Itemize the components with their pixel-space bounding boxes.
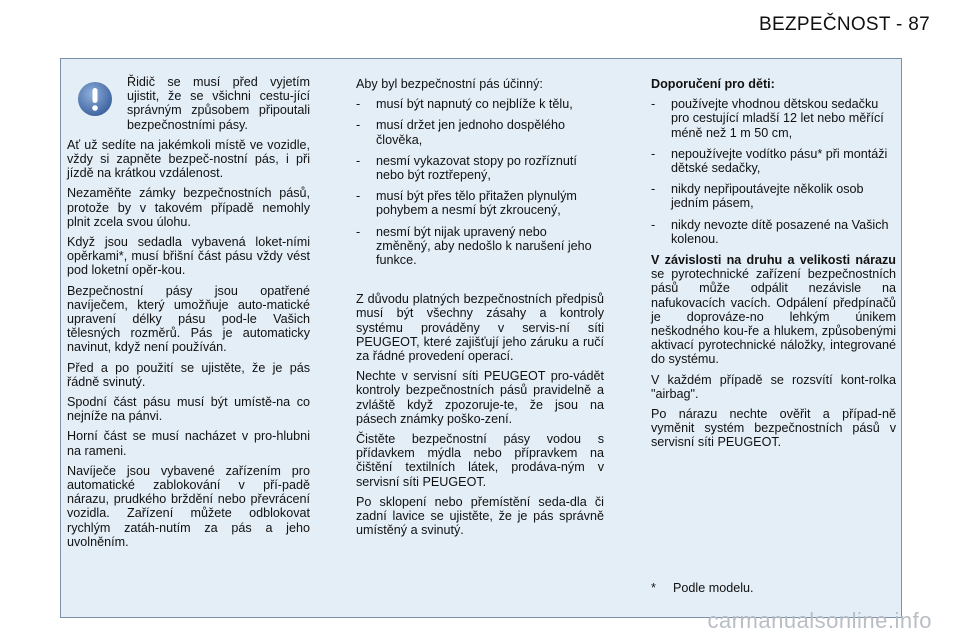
footnote-star: * [651, 581, 656, 595]
list-item: - nepoužívejte vodítko pásu* při montáži dětské sedačky, [651, 147, 896, 175]
list-item: - nesmí vykazovat stopy po rozříznutí nebo být roztřepený, [356, 154, 604, 182]
paragraph: Spodní část pásu musí být umístě-na co nejníže na pánvi. [67, 395, 310, 424]
paragraph: Čistěte bezpečnostní pásy vodou s přídavkem mýdla nebo přípravkem na čištění textilních látek, prodáva-ným v servisní síti PEUGEOT. [356, 432, 604, 489]
list-item: - nikdy nevozte dítě posazené na Vašich kolenou. [651, 218, 896, 246]
requirements-list [356, 97, 604, 267]
exclamation-circle-icon [77, 81, 113, 117]
column-left [67, 75, 310, 555]
warning-text: Řidič se musí před vyjetím ujistit, že se všichni cestu-jící správným způsobem připoutali bezpečnostními pásy. [127, 75, 310, 132]
paragraph: V každém případě se rozsvítí kont-rolka "airbag". [651, 372, 896, 401]
paragraph: Z důvodu platných bezpečnostních předpisů musí být všechny zásahy a kontroly systému prováděny v servis-ní síti PEUGEOT, které zajišťují jeho záruku a ručí za řádné provedení operací. [356, 292, 604, 364]
list-item: - musí držet jen jednoho dospělého člověka, [356, 118, 604, 146]
list-item: - používejte vhodnou dětskou sedačku pro cestující mladší 12 let nebo měřící méně než 1 m 50 cm, [651, 97, 896, 140]
footnote-text: Podle modelu. [673, 581, 754, 595]
paragraph: Po nárazu nechte ověřit a případ-ně vyměnit systém bezpečnostních pásů v servisní síti PEUGEOT. [651, 407, 896, 450]
paragraph: Před a po použití se ujistěte, že je pás řádně svinutý. [67, 360, 310, 389]
column-right [651, 77, 896, 456]
impact-bold: V závislosti na druhu a velikosti nárazu [651, 253, 896, 268]
paragraph: Po sklopení nebo přemístění seda-dla či zadní lavice se ujistěte, že je pás správně umístěný a svinutý. [356, 494, 604, 538]
list-item: - musí být přes tělo přitažen plynulým pohybem a nesmí být zkroucený, [356, 189, 604, 217]
impact-text: se pyrotechnické zařízení bezpečnostních pásů může odpálit nezávisle na nafukovacích vacích. Odpálení předpínačů je doprováze-no lehkým únikem neškodného kou-ře a hlukem, způsobenými aktivací pyrotechnické náložky, integrované do systému. [651, 267, 896, 367]
list-item: - nesmí být nijak upravený nebo změněný, aby nedošlo k narušení jeho funkce. [356, 225, 604, 268]
list-intro: Aby byl bezpečnostní pás účinný: [356, 77, 543, 91]
impact-paragraph [651, 253, 896, 367]
paragraph: Navíječe jsou vybavené zařízením pro automatické zablokování v pří-padě nárazu, prudkého brždění nebo převrácení vozidla. Zařízení můžete odblokovat rychlým zatáh-nutím za pás a jeho uvolněním. [67, 463, 310, 549]
children-list [651, 97, 896, 246]
paragraph: Nechte v servisní síti PEUGEOT pro-vádět kontroly bezpečnostních pásů pravidelně a zvláště když zpozoruje-te, že jsou na pásech známky poško-zení. [356, 369, 604, 426]
list-item: - nikdy nepřipoutávejte několik osob jedním pásem, [651, 182, 896, 210]
footnote [651, 581, 754, 595]
paragraph: Ať už sedíte na jakémkoli místě ve vozidle, vždy si zapněte bezpeč-nostní pás, i při jízdě na krátkou vzdálenost. [67, 137, 310, 181]
paragraph: Když jsou sedadla vybavená loket-ními opěrkami*, musí břišní část pásu vždy vést pod loketní opěr-kou. [67, 235, 310, 278]
warning-block [67, 75, 310, 132]
paragraph: Bezpečnostní pásy jsou opatřené navíječem, který umožňuje auto-matické upravení délky pásu pod-le Vašich tělesných rozměrů. Pás je automaticky navinut, když není používán. [67, 283, 310, 355]
content-panel [60, 58, 902, 618]
section-heading: Doporučení pro děti: [651, 77, 775, 91]
paragraph: Horní část se musí nacházet v pro-hlubni na rameni. [67, 429, 310, 458]
list-item: - musí být napnutý co nejblíže k tělu, [356, 97, 604, 111]
watermark: carmanualsonline.info [707, 608, 932, 633]
paragraph: Nezaměňte zámky bezpečnostních pásů, protože by v takovém případě nemohly plnit zcela svou úlohu. [67, 186, 310, 229]
column-middle [356, 77, 604, 543]
page-title: BEZPEČNOST - 87 [759, 14, 930, 35]
